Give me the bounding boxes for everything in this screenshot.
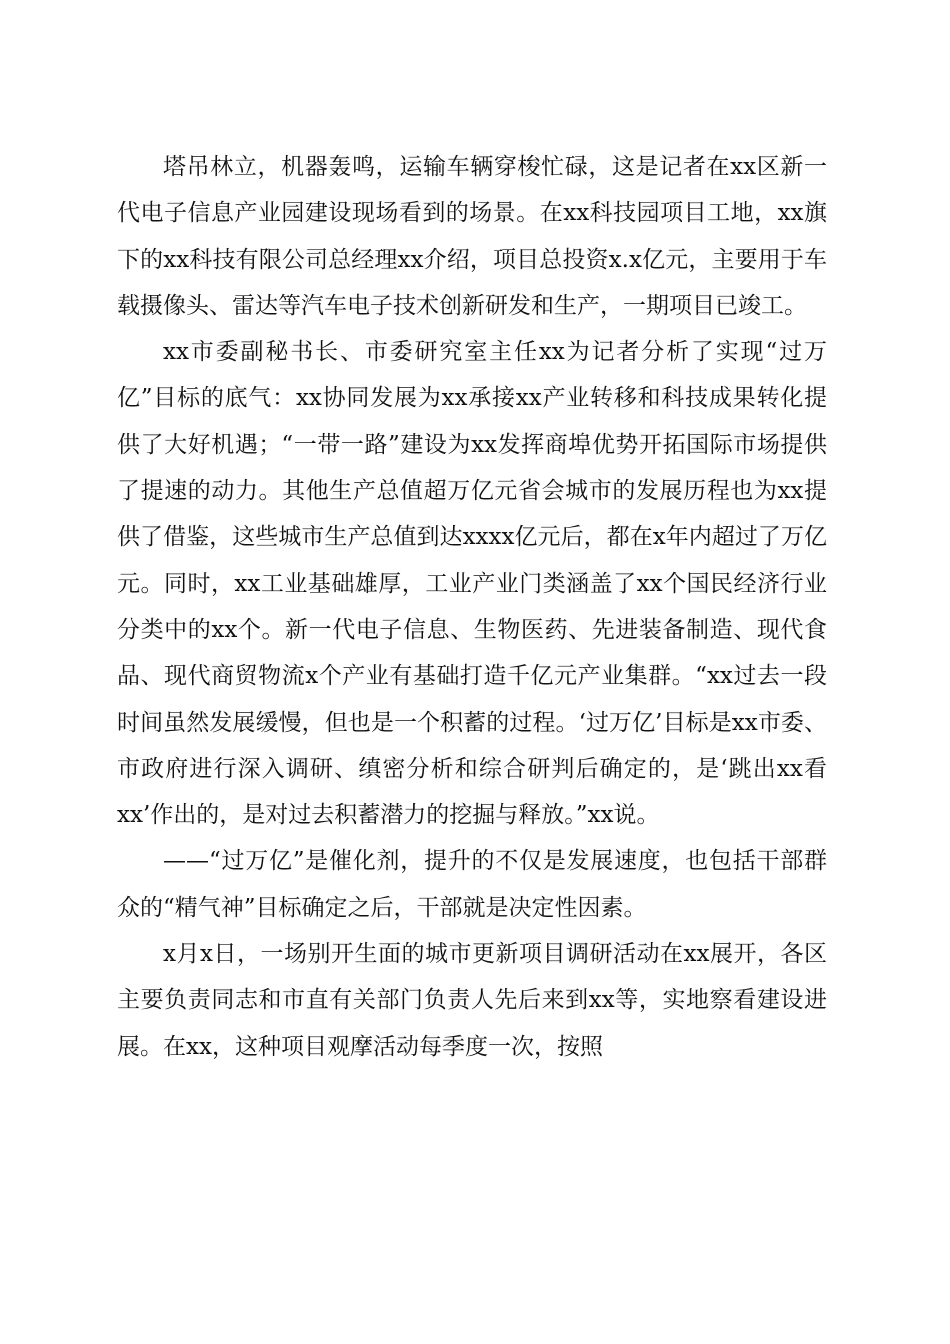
paragraph-catalyst-heading: ——“过万亿”是催化剂，提升的不仅是发展速度，也包括干部群众的“精气神”目标确定之后，干部就是决定性因素。 [117, 848, 827, 921]
paragraph-project-inspection: x月x日，一场别开生面的城市更新项目调研活动在xx展开，各区主要负责同志和市直有关部门负责人先后来到xx等，实地察看建设进展。在xx，这种项目观摩活动每季度一次，按照 [117, 941, 827, 1060]
paragraph-construction-site: 塔吊林立，机器轰鸣，运输车辆穿梭忙碌，这是记者在xx区新一代电子信息产业园建设现场看到的场景。在xx科技园项目工地，xx旗下的xx科技有限公司总经理xx介绍，项目总投资x.x亿元，主要用于车载摄像头、雷达等汽车电子技术创新研发和生产，一期项目已竣工。 [117, 154, 827, 319]
document-body [117, 144, 827, 1070]
paragraph-trillion-goal-analysis: xx市委副秘书长、市委研究室主任xx为记者分析了实现“过万亿”目标的底气：xx协同发展为xx承接xx产业转移和科技成果转化提供了大好机遇；“一带一路”建设为xx发挥商埠优势开拓国际市场提供了提速的动力。其他生产总值超万亿元省会城市的发展历程也为xx提供了借鉴，这些城市生产总值到达xxxx亿元后，都在x年内超过了万亿元。同时，xx工业基础雄厚，工业产业门类涵盖了xx个国民经济行业分类中的xx个。新一代电子信息、生物医药、先进装备制造、现代食品、现代商贸物流x个产业有基础打造千亿元产业集群。“xx过去一段时间虽然发展缓慢，但也是一个积蓄的过程。‘过万亿’目标是xx市委、市政府进行深入调研、缜密分析和综合研判后确定的，是‘跳出xx看xx’作出的，是对过去积蓄潜力的挖掘与释放。”xx说。 [117, 339, 827, 829]
